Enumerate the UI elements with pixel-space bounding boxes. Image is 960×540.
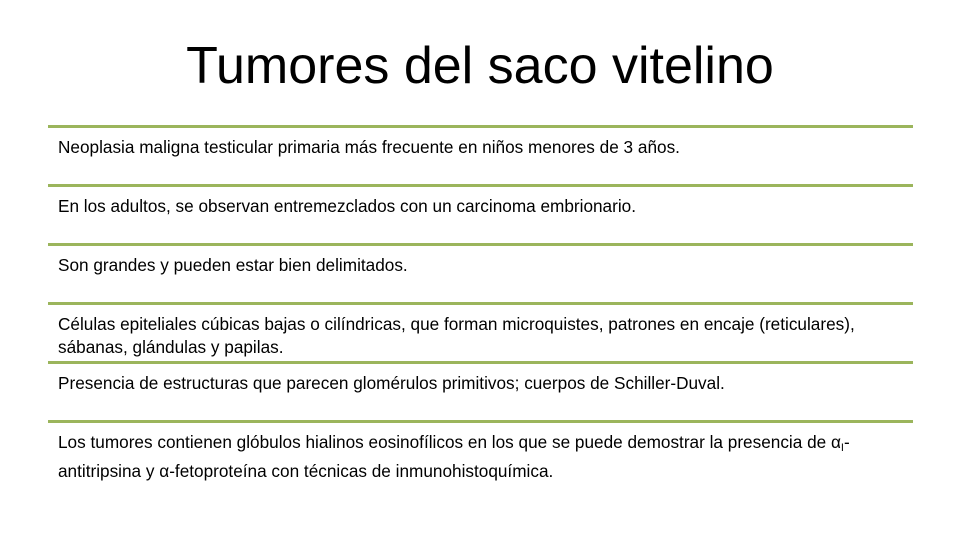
subscript: I <box>840 442 844 454</box>
list-item: Neoplasia maligna testicular primaria más frecuente en niños menores de 3 años. <box>48 125 913 184</box>
list-item: Células epiteliales cúbicas bajas o cilíndricas, que forman microquistes, patrones en encaje (reticulares), sábanas, glándulas y papilas. <box>48 302 913 361</box>
bullet-list <box>48 125 913 490</box>
slide-title: Tumores del saco vitelino <box>186 37 774 95</box>
list-item: Presencia de estructuras que parecen glomérulos primitivos; cuerpos de Schiller-Duval. <box>48 361 913 420</box>
list-item <box>48 420 913 490</box>
list-item-text-continued: - antitripsina y α-fetoproteína con técnicas de inmunohistoquímica. <box>58 432 850 481</box>
list-item-text: Los tumores contienen glóbulos hialinos eosinofílicos en los que se puede demostrar la presencia de α <box>58 432 841 452</box>
list-item: Son grandes y pueden estar bien delimitados. <box>48 243 913 302</box>
list-item: En los adultos, se observan entremezclados con un carcinoma embrionario. <box>48 184 913 243</box>
